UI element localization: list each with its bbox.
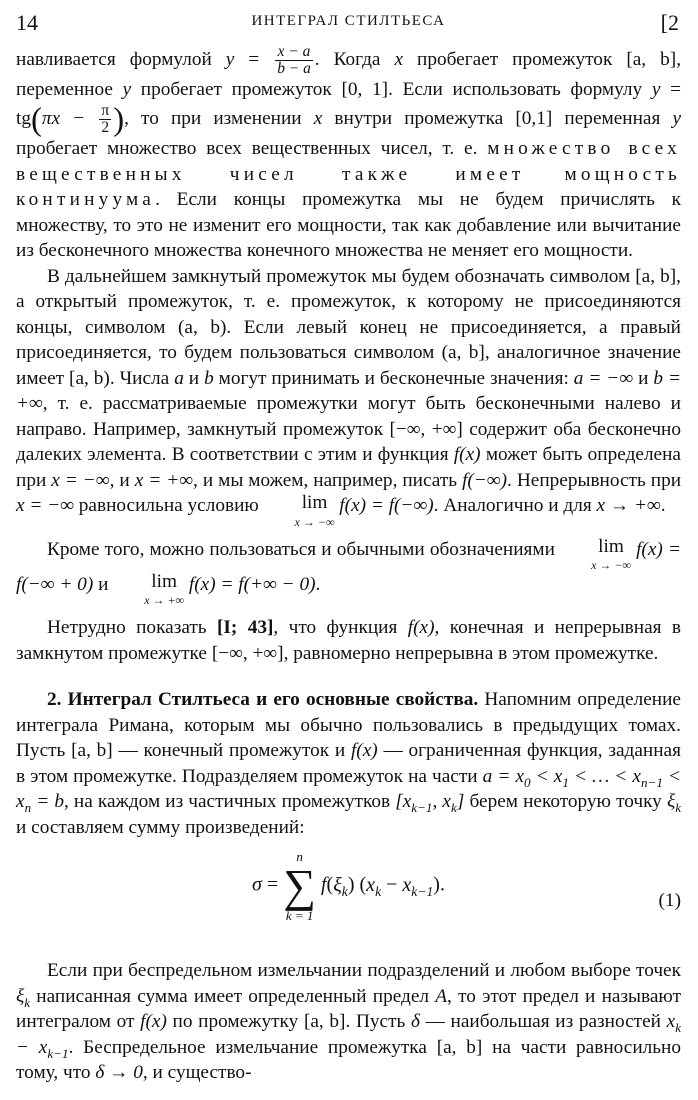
equation-1 xyxy=(16,850,681,958)
reference: [I; 43] xyxy=(216,617,274,639)
paragraph-4: Нетрудно показать [I; 43], что функция f(x), конечная и непрерывная в замкнутом промежутке [−∞, +∞], равномерно непрерывна в этом промежутке. xyxy=(16,617,681,664)
limit-right: lim x → +∞ xyxy=(144,570,185,608)
body-text xyxy=(16,44,681,1086)
pi-fraction: $\frac{\pi}{2}$ xyxy=(101,101,110,137)
riemann-sum: σ = n ∑ k = 1 $f(\xi_k) (x_k - x_{k-1})$. xyxy=(252,849,445,924)
section-marker: [2 xyxy=(660,10,679,35)
section-heading: 2. Интеграл Стилтьеса и его основные свойства. xyxy=(47,689,479,711)
paragraph-6: Если при беспредельном измельчании подразделений и любом выборе точек $\xi_k$ написанная сумма имеет определенный предел A, то этот предел и называют интегралом от f(x) по промежутку [a, b]. Пусть δ — наибольшая из разностей $x_k - x_{k-1}$. Беспредельное измельчание промежутка [a, b] на части равносильно тому, что δ → 0, и существо- xyxy=(16,960,682,1084)
page-number: 14 xyxy=(16,10,38,35)
paragraph-1: навливается формулой y = $\frac{x - a}{b - a}$ . Когда x пробегает промежуток [a, b], переменное y пробегает промежуток [0, 1]. Если использовать формулу y = tg(πx − $\frac{\pi}{2}$ ), то при изменении x внутри промежутка [0,1] переменная y пробегает множество всех вещественных чисел, т. е. множество всех вещественных чисел также имеет мощность континуума. Если концы промежутка мы не будем причислять к множеству, то это не изменит его мощности, так как добавление или вычитание из бесконечного множества конечного множества не меняет его мощности. xyxy=(16,43,682,262)
equation-number: (1) xyxy=(658,890,681,912)
running-title: ИНТЕГРАЛ СТИЛТЬЕСА xyxy=(251,13,446,29)
paragraph-2: В дальнейшем замкнутый промежуток мы будем обозначать символом [a, b], а открытый промежуток, т. е. промежуток, к которому не присоединяются концы, символом (a, b). Если левый конец не присоединяется, а правый присоединяется, то будем пользоваться символом (a, b], аналогичное значение имеет [a, b). Числа a и b могут принимать и бесконечные значения: a = −∞ и b = +∞, т. е. рассматриваемые промежутки могут быть бесконечными налево и направо. Например, замкнутый промежуток [−∞, +∞] содержит оба бесконечно далеких элемента. В соответствии с этим и функция f(x) может быть определена при x = −∞, и x = +∞, и мы можем, например, писать f(−∞). Непрерывность при x = −∞ равносильна условию lim x → −∞ f(x) = f(−∞). Аналогично и для x → +∞. xyxy=(16,265,682,529)
paragraph-3: Кроме того, можно пользоваться и обычными обозначениями lim x → −∞ f(x) = f(−∞ + 0) и lim x → +∞ f(x) = f(+∞ − 0). xyxy=(16,535,681,608)
fraction: $\frac{x - a}{b - a}$ xyxy=(277,43,311,78)
sum-sign: n ∑ k = 1 xyxy=(283,849,316,924)
limit-expression: lim x → −∞ xyxy=(294,492,335,529)
limit-left: lim x → −∞ xyxy=(591,535,631,572)
page-header xyxy=(16,10,681,44)
page xyxy=(16,10,681,1086)
paragraph-5: 2. Интеграл Стилтьеса и его основные свойства. Напомним определение интеграла Римана, которым мы обычно пользовались в предыдущих томах. Пусть [a, b] — конечный промежуток и f(x) — ограниченная функция, заданная в этом промежутке. Подразделяем промежуток на части $a = x_0 < x_1$ < … < $x_{n-1} < x_n = b$, на каждом из частичных промежутков [$x_{k-1}$, $x_k$] берем некоторую точку $\xi_k$ и составляем сумму произведений: xyxy=(16,689,682,838)
